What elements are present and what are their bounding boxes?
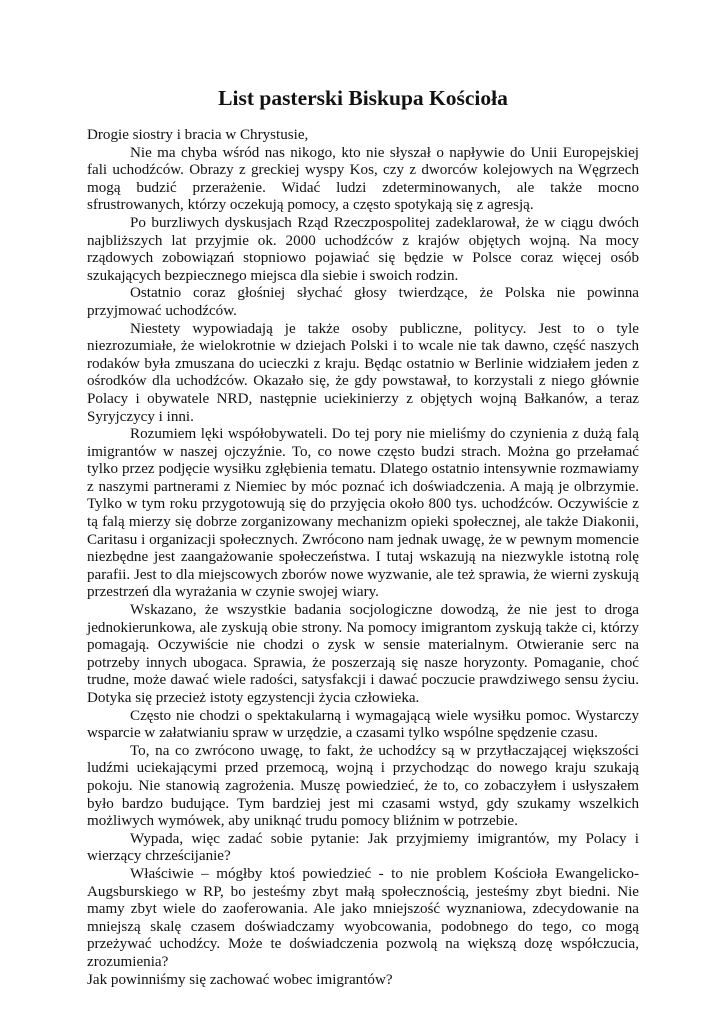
salutation: Drogie siostry i bracia w Chrystusie,	[87, 127, 309, 143]
paragraph: Często nie chodzi o spektakularną i wymagającą wiele wysiłku pomoc. Wystarczy wsparcie w załatwianiu spraw w urzędzie, a czasami tylko wspólne spędzenie czasu.	[87, 707, 639, 742]
paragraph: Wskazano, że wszystkie badania socjologiczne dowodzą, że nie jest to droga jednokierunkowa, ale zyskują obie strony. Na pomocy imigrantom zyskują także ci, którzy pomagają. Oczywiście nie chodzi o zysk w sensie materialnym. Otwieranie serc na potrzeby innych ubogaca. Sprawia, że poszerzają się nasze horyzonty. Pomaganie, choć trudne, może dawać wiele radości, satysfakcji i dawać poczucie prawdziwego sensu życiu. Dotyka się przecież istoty egzystencji życia człowieka.	[87, 602, 639, 706]
paragraph: Wypada, więc zadać sobie pytanie: Jak przyjmiemy imigrantów, my Polacy i wierzący chrześcijanie?	[87, 830, 639, 865]
paragraph: Właściwie – mógłby ktoś powiedzieć - to nie problem Kościoła Ewangelicko-Augsburskiego w RP, bo jesteśmy zbyt małą społecznością, jesteśmy zbyt biedni. Nie mamy zbyt wiele do zaoferowania. Ale jako mniejszość wyznaniowa, zdecydowanie na mniejszą skalę czasem doświadczamy wyobcowania, podobnego do tego, co mogą przeżywać uchodźcy. Może te doświadczenia pozwolą na większą dozę współczucia, zrozumienia?	[87, 865, 639, 970]
letter-body	[87, 127, 639, 989]
paragraph: Ostatnio coraz głośniej słychać głosy twierdzące, że Polska nie powinna przyjmować uchodźców.	[87, 285, 639, 319]
paragraph: Po burzliwych dyskusjach Rząd Rzeczpospolitej zadeklarował, że w ciągu dwóch najbliższych lat przyjmie ok. 2000 uchodźców z krajów objętych wojną. Na mocy rządowych zobowiązań stopniowo pojawiać się będzie w Polsce coraz więcej osób szukających bezpiecznego miejsca dla siebie i swoich rodzin.	[87, 214, 639, 284]
paragraph: Nie ma chyba wśród nas nikogo, kto nie słyszał o napływie do Unii Europejskiej fali uchodźców. Obrazy z greckiej wyspy Kos, czy z dworców kolejowych na Węgrzech mogą budzić przerażenie. Widać ludzi zdeterminowanych, ale także mocno sfrustrowanych, którzy oczekują pomocy, a często spotykają się z agresją.	[87, 144, 639, 214]
letter-page	[87, 84, 639, 989]
paragraph: Rozumiem lęki współobywateli. Do tej pory nie mieliśmy do czynienia z dużą falą imigrantów w naszej ojczyźnie. To, co nowe często budzi strach. Można go przełamać tylko przez podjęcie wysiłku zgłębienia tematu. Dlatego ostatnio intensywnie rozmawiamy z naszymi partnerami z Niemiec by móc poznać ich doświadczenia. A mają je olbrzymie. Tylko w tym roku przygotowują się do przyjęcia około 800 tys. uchodźców. Oczywiście z tą falą mierzy się dobrze zorganizowany mechanizm opieki społecznej, ale także Diakonii, Caritasu i organizacji społecznych. Zwrócono nam jednak uwagę, że w pewnym momencie niezbędne jest zaangażowanie społeczeństwa. I tutaj wskazują na niezwykle istotną rolę parafii. Jest to dla miejscowych zborów nowe wyzwanie, ale też sprawia, że wierni zyskują przestrzeń dla wyrażania w czynie swojej wiary.	[87, 426, 639, 601]
paragraph: To, na co zwrócono uwagę, to fakt, że uchodźcy są w przytłaczającej większości ludźmi uciekającymi przed przemocą, wojną i przychodząc do nowego kraju szukają pokoju. Nie stanowią zagrożenia. Muszę powiedzieć, że to, co zobaczyłem i usłyszałem było bardzo budujące. Tym bardziej jest mi czasami wstyd, gdy szukamy wszelkich możliwych wymówek, aby uniknąć trudu pomocy bliźnim w potrzebie.	[87, 742, 639, 830]
letter-title: List pasterski Biskupa Kościoła	[218, 86, 508, 110]
paragraph: Niestety wypowiadają je także osoby publiczne, politycy. Jest to o tyle niezrozumiałe, że wielokrotnie w dziejach Polski i to wcale nie tak dawno, część naszych rodaków była zmuszana do ucieczki z kraju. Będąc ostatnio w Berlinie widziałem jeden z ośrodków dla uchodźców. Okazało się, że gdy powstawał, to korzystali z niego głównie Polacy i obywatele NRD, następnie uciekinierzy z objętych wojną Bałkanów, a teraz Syryjczycy i inni.	[87, 320, 639, 425]
closing-question: Jak powinniśmy się zachować wobec imigrantów?	[87, 971, 393, 988]
